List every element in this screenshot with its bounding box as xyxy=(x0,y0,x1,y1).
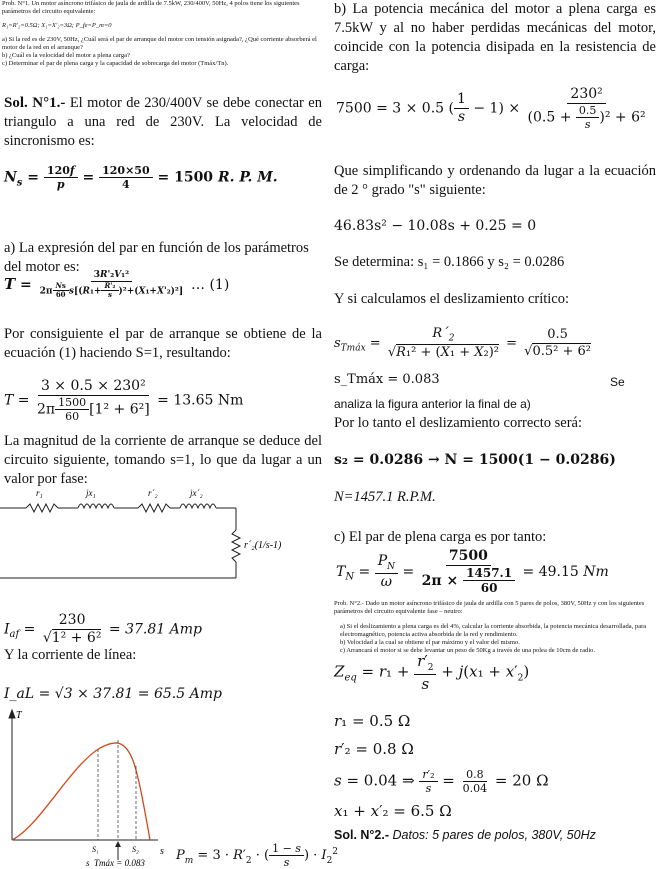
prob2-header: Prob. N°2.- Dado un motor asíncrono trifásico de jaula de ardilla con 5 pares de polos, 380V, 50Hz y con los siguientes parámetros del circuito equivalente fase – neutro: xyxy=(334,600,645,615)
power-equation: 7500 = 3 × 0.5 ( $\frac{1}{s}$ − 1) × 230² (0.5 + $\frac{0.5}{s}$ )² + 6² xyxy=(336,86,646,131)
arranque-text: Por consiguiente el par de arranque se obtiene de la ecuación (1) haciendo S=1, resultando: xyxy=(4,326,322,361)
se-word: Se xyxy=(610,375,625,389)
label-load-resistance: r´₂(1/s-1) xyxy=(244,540,282,551)
speed-equation: s₂ = 0.0286 → N = 1500(1 − 0.0286) xyxy=(334,452,616,468)
prob2-question-c: c) Arrancará el motor si se debe levantar un peso de 50Kg a través de una polea de 10cm de radio. xyxy=(340,647,596,654)
iaf-equation: $I_{af}$ = $\frac{230}{\text{√1² + 6²}}$ = 37.81 Amp xyxy=(4,612,202,646)
prob2-question-b: b) Velocidad a la cual se obtiene el par máximo y el valor del mismo. xyxy=(340,639,520,646)
r1-value: r₁ = 0.5 Ω xyxy=(334,712,411,730)
label-jx1: jx₁ xyxy=(86,488,96,498)
graph-stmax-label: s_Tmáx = 0.083 xyxy=(86,858,145,866)
ns-equation: $N_s$ = $\frac{120f}{p}$ = $\frac{120\times 50}{4}$ = 1500 R. P. M. xyxy=(4,164,278,192)
equivalent-circuit xyxy=(0,482,330,592)
graph-y-label: T xyxy=(16,710,22,721)
roots-text: Se determina: s₁ = 0.1866 y s₂ = 0.0286 xyxy=(334,254,565,270)
simplify-text: Que simplificando y ordenando da lugar a la ecuación de 2 ° grado "s" siguiente: xyxy=(334,163,656,198)
analyze-figure-text: analiza la figura anterior la final de a) xyxy=(334,397,531,411)
graph-s-axis-label: s xyxy=(160,846,164,857)
sol2-label: Sol. N°2.- xyxy=(334,828,390,842)
critical-slip-text: Y si calculamos el deslizamiento crítico: xyxy=(334,291,570,307)
sol1-intro-text: El motor de 230/400V se debe conectar en triangulo a una red de 230V. La velocidad de sincronismo es: xyxy=(4,95,322,149)
label-r2: r´₂ xyxy=(148,488,158,498)
starting-torque-equation: T = 3 × 0.5 × 230² 2π $\frac{1500}{60}$ [1² + 6²] = 13.65 Nm xyxy=(4,378,244,423)
ial-equation: I_aL = √3 × 37.81 = 65.5 Amp xyxy=(4,686,222,702)
prob2-question-a: a) Si el deslizamiento a plena carga es del 4%, calcular la corriente absorbida, la potencia mecánica desarrollada, para electromagnético, potencia activa absorbida de la red y rendimiento. xyxy=(340,623,647,638)
part-c-text: c) El par de plena carga es por tanto: xyxy=(334,529,547,545)
starting-torque-result: = 13.65 Nm xyxy=(157,392,244,409)
iaf-result: = 37.81 Amp xyxy=(108,621,202,638)
correct-slip-text: Por lo tanto el deslizamiento correcto será: xyxy=(334,415,583,431)
label-jx2: jx´₂ xyxy=(190,488,203,498)
sol1-label: Sol. N°1.- xyxy=(4,95,66,111)
prob1-header: Prob. N°1. Un motor asíncrono trifásico de jaula de ardilla de 7.5kW, 230/400V, 50Hz, 4 polos tiene los siguientes parámetros del circuito equivalente: xyxy=(2,0,300,15)
problem-1-statement xyxy=(2,0,328,68)
r2-value: r′₂ = 0.8 Ω xyxy=(334,740,414,758)
torque-curve xyxy=(12,743,150,840)
prob1-question-b: b) ¿Cuál es la velocidad del motor a plena carga? xyxy=(2,52,130,59)
critical-slip-equation: $s_{Tmáx}$ = $\frac{R´_2}{\text{√R₁² + (X₁ + X₂)²}}$ = $\frac{0.5}{\text{√0.5² + 6²}}$ xyxy=(334,326,591,361)
part-a-text: a) La expresión del par en función de los parámetros del motor es: xyxy=(4,240,309,275)
zeq-equation: $Z_{eq} = r_1$ + $\frac{r'_2}{s}$ + $j(x_1 + x'_2)$ xyxy=(334,652,530,693)
graph-s1-label: S₁ xyxy=(92,845,99,854)
problem-2-statement xyxy=(334,600,660,655)
graph-s2-label: S₂ xyxy=(132,845,139,854)
torque-slip-graph xyxy=(0,706,180,866)
label-r1: r₁ xyxy=(36,488,43,498)
sol2-text: Datos: 5 pares de polos, 380V, 50Hz xyxy=(389,828,596,842)
pm-equation: $P_m = 3 \cdot R'_2$ · ( $\frac{1 - s}{s}$ ) · $I_2^2$ xyxy=(176,842,339,869)
prob1-question-c: c) Determinar el par de plena carga y la capacidad de sobrecarga del motor (Tmáx/Tn). xyxy=(2,60,229,67)
linea-text: Y la corriente de línea: xyxy=(4,647,137,663)
quadratic-equation: 46.83s² − 10.08s + 0.25 = 0 xyxy=(334,218,537,234)
part-b-text: b) La potencia mecánica del motor a plena carga es 7.5kW y al no haber perdidas mecánicas del motor, coincide con la potencia disipada en la resistencia de carga: xyxy=(334,1,656,74)
corriente-text: La magnitud de la corriente de arranque se deduce del circuito siguiente, tomando s=1, lo que da lugar a un valor por fase: xyxy=(4,433,322,487)
reactance-sum: x₁ + x′₂ = 6.5 Ω xyxy=(334,802,452,820)
prob1-question-a: a) Si la red es de 230V, 50Hz, ¿Cuál será el par de arranque del motor con tensión asignada?, ¿Qué corriente absorberá el motor de la red en el arranque? xyxy=(2,36,317,51)
slip-calculation: s = 0.04 ⇒ $\frac{\text{r′₂}}{s}$ = $\frac{0.8}{0.04}$ = 20 Ω xyxy=(334,768,549,796)
speed-result: N=1457.1 R.P.M. xyxy=(334,489,436,505)
critical-slip-value: s_Tmáx = 0.083 xyxy=(334,372,440,387)
prob1-params: R₁=R'₂=0.5Ω; X₁=X'₂=3Ω; P_fe=P_m=0 xyxy=(2,22,112,29)
equation-1-label: … (1) xyxy=(191,276,230,293)
solution-2 xyxy=(334,828,596,842)
full-load-torque-equation: $T_N$ = $\frac{P_N}{\omega}$ = 7500 2π × $\frac{1457.1}{60}$ = 49.15 Nm xyxy=(336,548,609,596)
solution-1-intro xyxy=(4,94,322,151)
torque-equation: T = 3R'₂V₁² 2π $\frac{Ns}{60}$ s[(R₁+ $\frac{\text{R'₂}}{s}$ )²+(X₁+X'₂)²] … (1) xyxy=(4,270,230,300)
